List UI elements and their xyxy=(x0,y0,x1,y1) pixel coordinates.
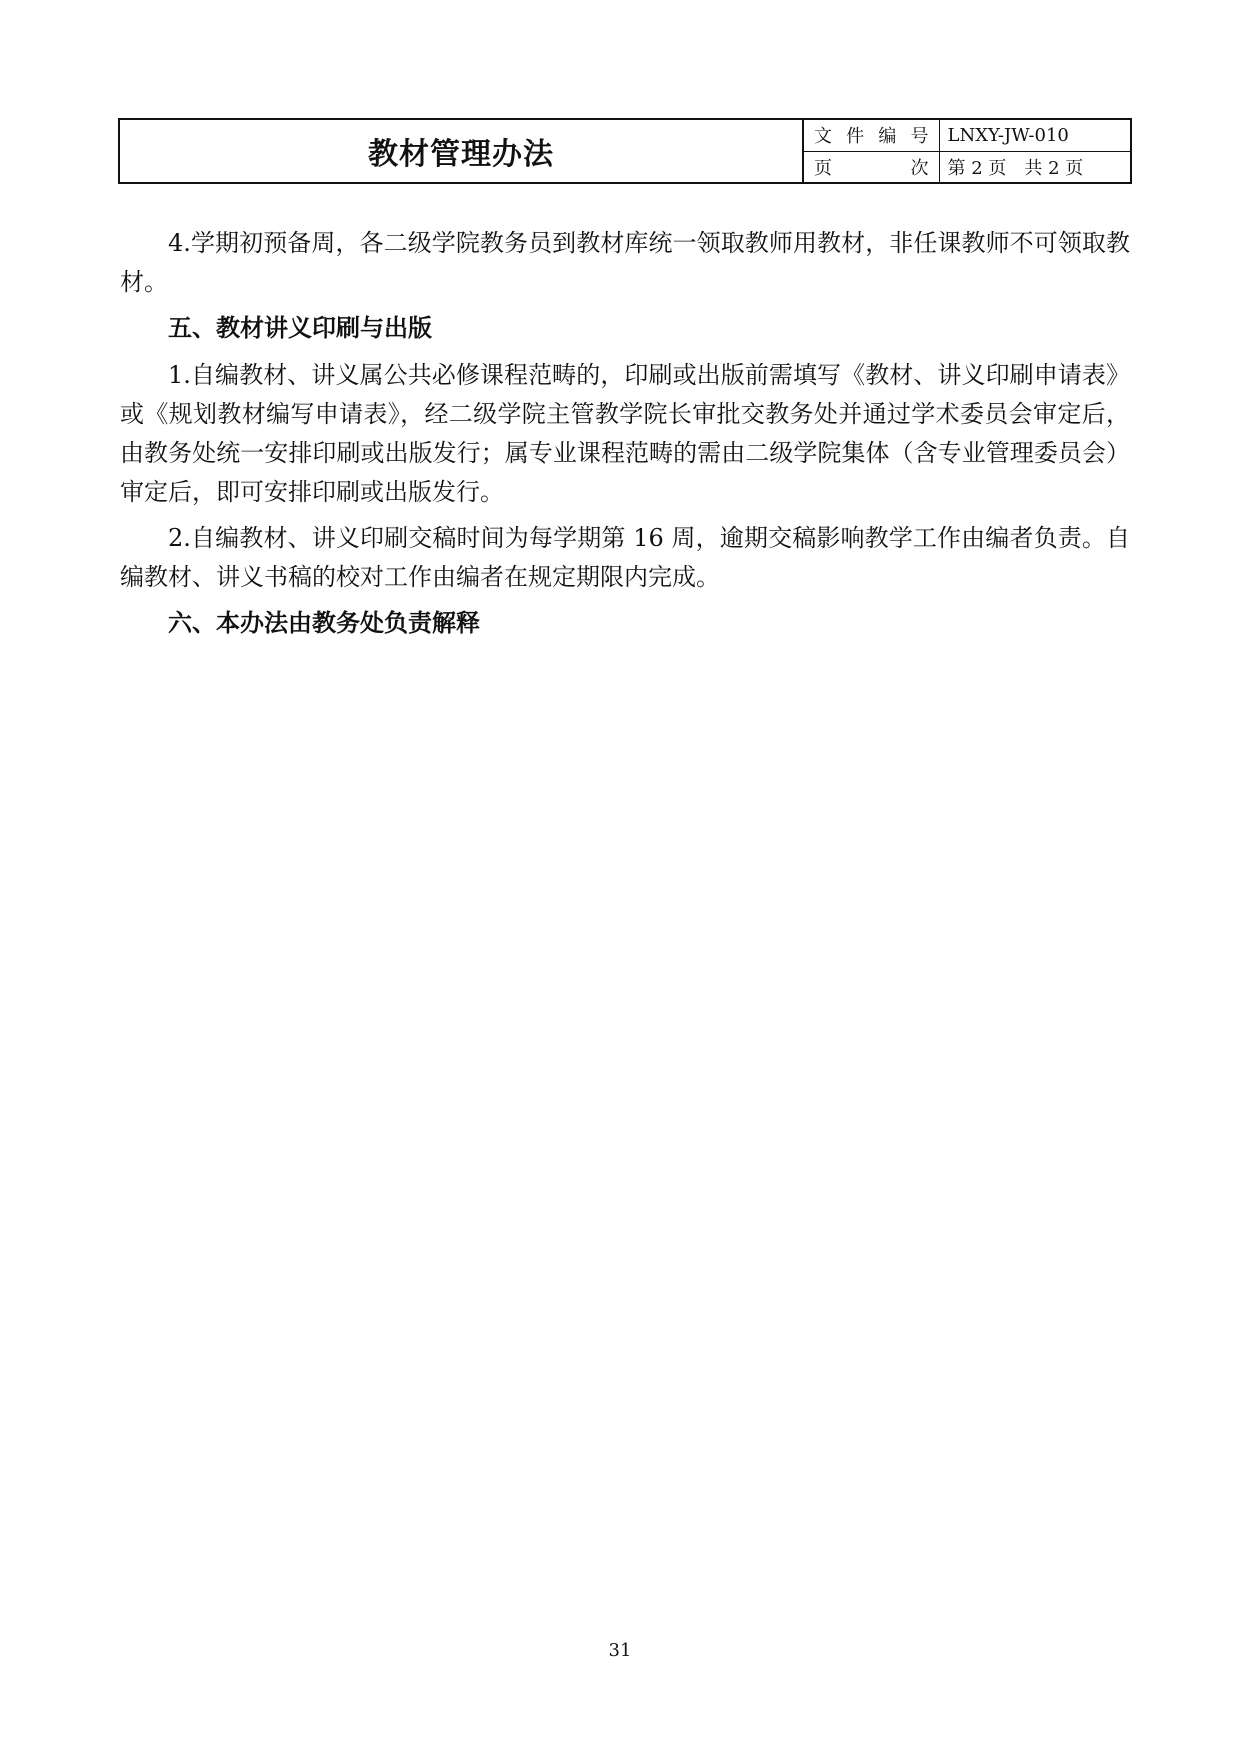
document-header-table xyxy=(118,118,1132,184)
document-body xyxy=(120,224,1130,651)
section-heading-6: 六、本办法由教务处负责解释 xyxy=(168,609,480,637)
page-label: 页次 xyxy=(803,151,939,183)
file-number-label: 文件编号 xyxy=(803,119,939,151)
paragraph-4-textbook-collection: 4.学期初预备周，各二级学院教务员到教材库统一领取教师用教材，非任课教师不可领取教材。 xyxy=(120,229,1130,296)
document-title: 教材管理办法 xyxy=(119,119,803,183)
paragraph-5-1-self-compiled: 1.自编教材、讲义属公共必修课程范畴的，印刷或出版前需填写《教材、讲义印刷申请表》或《规划教材编写申请表》，经二级学院主管教学院长审批交教务处并通过学术委员会审定后，由教务处统一安排印刷或出版发行；属专业课程范畴的需由二级学院集体（含专业管理委员会）审定后，即可安排印刷或出版发行。 xyxy=(120,361,1130,506)
file-number-value: LNXY-JW-010 xyxy=(939,119,1131,151)
page-value: 第 2 页 共 2 页 xyxy=(939,151,1131,183)
page-number: 31 xyxy=(608,1640,632,1661)
paragraph-5-2-submission-deadline: 2.自编教材、讲义印刷交稿时间为每学期第 16 周，逾期交稿影响教学工作由编者负责。自编教材、讲义书稿的校对工作由编者在规定期限内完成。 xyxy=(120,524,1130,591)
section-heading-5: 五、教材讲义印刷与出版 xyxy=(168,314,432,342)
